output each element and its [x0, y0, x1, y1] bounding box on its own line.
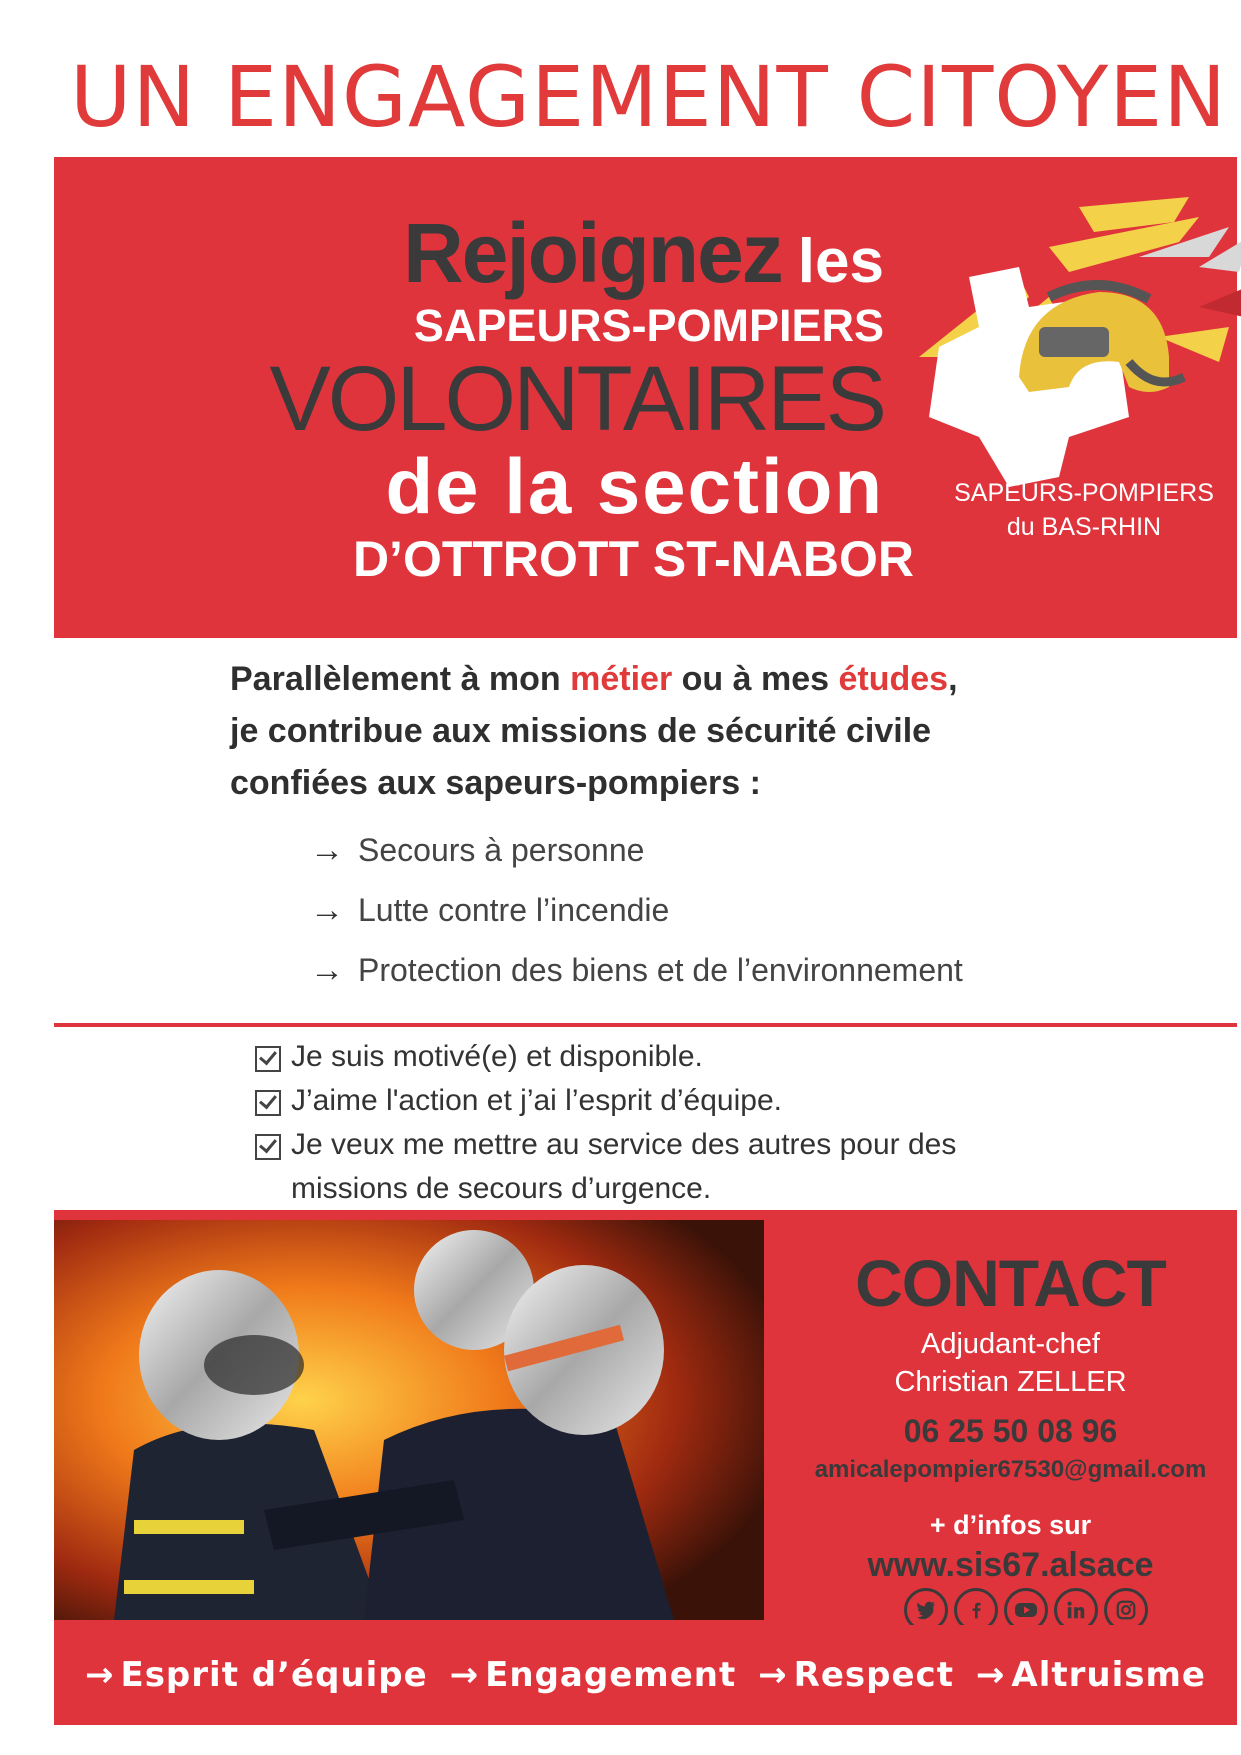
checkbox-checked-icon	[255, 1046, 281, 1072]
intro-text-2: ou à mes	[672, 660, 839, 698]
check-label: J’aime l'action et j’ai l’esprit d’équipe.	[291, 1084, 782, 1117]
arrow-right-icon: →	[758, 1655, 788, 1695]
check-label: Je veux me mettre au service des autres pour des	[291, 1128, 957, 1161]
arrow-right-icon: →	[449, 1655, 480, 1695]
mission-item	[310, 880, 963, 940]
arrow-right-icon: →	[84, 1655, 115, 1695]
hero-rejoignez: Rejoignez	[403, 206, 782, 300]
logo-caption-line2: du BAS-RHIN	[1006, 512, 1162, 541]
hero-les: les	[797, 227, 884, 296]
hero-de-la-section: de la section	[385, 442, 884, 530]
check-item	[255, 1035, 1055, 1079]
mission-label: Lutte contre l’incendie	[358, 891, 670, 928]
contact-section	[54, 1210, 1237, 1625]
mission-item	[310, 940, 963, 1000]
value-item	[976, 1655, 1206, 1695]
firefighters-photo	[54, 1220, 764, 1620]
intro-line1	[230, 653, 1150, 705]
hero-rejoignez-line	[403, 205, 884, 302]
intro-text-1: Parallèlement à mon	[230, 660, 571, 698]
logo-caption-line1: SAPEURS-POMPIERS	[954, 479, 1214, 507]
checkbox-checked-icon	[255, 1134, 281, 1160]
check-item	[255, 1123, 1055, 1167]
mission-label: Protection des biens et de l’environnement	[358, 951, 963, 988]
contact-more-info	[784, 1510, 1237, 1541]
hero-section-name: D’OTTROTT ST-NABOR	[352, 531, 914, 587]
firefighter-helmet-logo-icon	[899, 187, 1241, 527]
intro-line3: confiées aux sapeurs-pompiers :	[230, 764, 761, 802]
value-label: Altruisme	[1011, 1655, 1206, 1695]
page-headline: UN ENGAGEMENT CITOYEN	[70, 48, 1228, 146]
intro-text-3: ,	[948, 660, 958, 698]
logo-caption	[914, 477, 1241, 545]
mission-label: Secours à personne	[358, 831, 645, 868]
value-label: Esprit d’équipe	[120, 1655, 428, 1695]
intro-etudes: études	[838, 660, 949, 698]
value-item	[450, 1655, 737, 1695]
intro-line2: je contribue aux missions de sécurité civile	[230, 712, 932, 750]
checklist	[255, 1035, 1055, 1211]
plus-icon: +	[929, 1510, 946, 1540]
missions-list	[310, 820, 963, 1000]
hero-sapeurs-pompiers: SAPEURS-POMPIERS	[413, 300, 884, 351]
contact-rank: Adjudant-chef	[921, 1328, 1100, 1360]
intro-metier: métier	[570, 660, 673, 698]
arrow-right-icon: →	[310, 890, 344, 929]
contact-email: amicalepompier67530@gmail.com	[814, 1456, 1207, 1483]
value-item	[85, 1655, 428, 1695]
arrow-right-icon: →	[975, 1655, 1006, 1695]
values-bar	[54, 1625, 1237, 1725]
value-label: Engagement	[485, 1655, 737, 1695]
value-item	[758, 1655, 954, 1695]
value-label: Respect	[793, 1655, 954, 1695]
section-divider	[54, 1023, 1237, 1027]
contact-title: CONTACT	[855, 1246, 1166, 1320]
check-item-continuation: missions de secours d’urgence.	[291, 1172, 712, 1205]
checkbox-checked-icon	[255, 1090, 281, 1116]
mission-item	[310, 820, 963, 880]
intro-paragraph	[230, 653, 1150, 809]
hero-volontaires: VOLONTAIRES	[269, 348, 884, 450]
contact-more-label: d’infos sur	[953, 1510, 1092, 1540]
check-item	[255, 1079, 1055, 1123]
contact-name: Christian ZELLER	[894, 1366, 1127, 1398]
contact-phone: 06 25 50 08 96	[903, 1413, 1118, 1449]
arrow-right-icon: →	[310, 830, 344, 869]
check-label: Je suis motivé(e) et disponible.	[291, 1040, 703, 1073]
arrow-right-icon: →	[310, 950, 344, 989]
hero-banner	[54, 157, 1237, 638]
contact-website: www.sis67.alsace	[867, 1546, 1154, 1584]
